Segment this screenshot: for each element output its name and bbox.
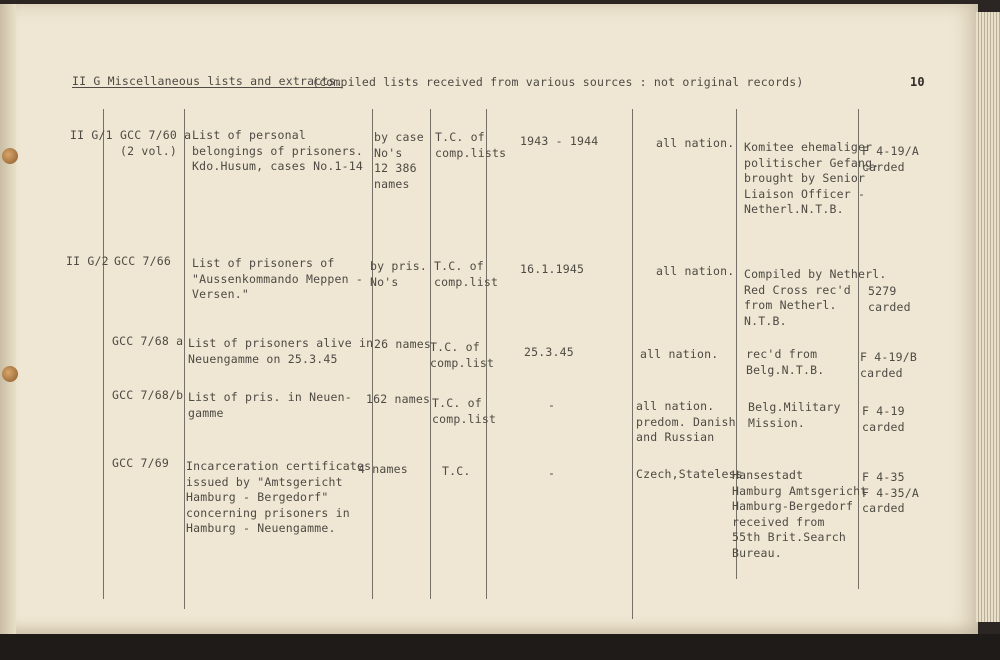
cell-type: T.C. bbox=[442, 464, 471, 478]
cell-nationality: Czech,Stateless bbox=[636, 467, 743, 481]
cell-extent: 162 names bbox=[366, 392, 431, 406]
binding-edge bbox=[0, 4, 16, 634]
cell-source: Compiled by Netherl. Red Cross rec'd from Netherl. N.T.B. bbox=[744, 267, 887, 328]
cell-section: II G/1 bbox=[70, 128, 113, 142]
cell-source: Hansestadt Hamburg Amtsgericht Hamburg-Bergedorf received from 55th Brit.Search Bureau. bbox=[732, 468, 868, 560]
section-subtitle: (compiled lists received from various sources : not original records) bbox=[312, 75, 804, 89]
ledger-page bbox=[10, 4, 978, 634]
cell-description: List of prisoners of "Aussenkommando Meppen - Versen." bbox=[192, 256, 363, 301]
column-divider bbox=[632, 109, 633, 619]
page-stack-edge bbox=[976, 12, 1000, 622]
cell-nationality: all nation. bbox=[656, 264, 735, 278]
cell-type: T.C. of comp.lists bbox=[435, 130, 507, 160]
binder-ring bbox=[2, 366, 18, 382]
cell-extent: 26 names bbox=[374, 337, 431, 351]
cell-description: Incarceration certificates issued by "Amtsgericht Hamburg - Bergedorf" concerning prisoners in Hamburg - Neuengamme. bbox=[186, 459, 372, 535]
cell-nationality: all nation. bbox=[656, 136, 735, 150]
cell-description: List of personal belongings of prisoners. Kdo.Husum, cases No.1-14 bbox=[192, 128, 363, 173]
cell-remarks: F 4-35 F 4-35/A carded bbox=[862, 470, 919, 515]
cell-section: II G/2 bbox=[66, 254, 109, 268]
cell-dates: - bbox=[548, 466, 556, 480]
cell-dates: 16.1.1945 bbox=[520, 262, 585, 276]
cell-remarks: F 4-19 carded bbox=[862, 404, 905, 434]
cell-nationality: all nation. bbox=[640, 347, 719, 361]
cell-remarks: F 4-19/A carded bbox=[862, 144, 919, 174]
cell-remarks: F 4-19/B carded bbox=[860, 350, 917, 380]
cell-dates: 1943 - 1944 bbox=[520, 134, 599, 148]
cell-source: Komitee ehemaliger politischer Gefang. brought by Senior Liaison Officer - Netherl.N.T.B. bbox=[744, 140, 880, 216]
cell-source: Belg.Military Mission. bbox=[748, 400, 841, 430]
page-number: 10 bbox=[910, 75, 925, 89]
cell-description: List of prisoners alive in Neuengamme on 25.3.45 bbox=[188, 336, 374, 366]
binder-ring bbox=[2, 148, 18, 164]
cell-description: List of pris. in Neuen- gamme bbox=[188, 390, 352, 420]
desk-background bbox=[0, 634, 1000, 660]
cell-nationality: all nation. predom. Danish and Russian bbox=[636, 399, 736, 444]
cell-extent: by pris. No's bbox=[370, 259, 427, 289]
cell-reference: GCC 7/68 a bbox=[112, 334, 184, 348]
column-divider bbox=[184, 109, 185, 609]
cell-remarks: 5279 carded bbox=[868, 284, 911, 314]
cell-reference: GCC 7/69 bbox=[112, 456, 169, 470]
cell-extent: by case No's 12 386 names bbox=[374, 130, 424, 191]
cell-type: T.C. of comp.list bbox=[432, 396, 497, 426]
cell-reference: GCC 7/68/b bbox=[112, 388, 184, 402]
cell-reference: GCC 7/60 a (2 vol.) bbox=[120, 128, 192, 158]
cell-type: T.C. of comp.list bbox=[430, 340, 495, 370]
cell-dates: 25.3.45 bbox=[524, 345, 574, 359]
cell-dates: - bbox=[548, 398, 556, 412]
cell-source: rec'd from Belg.N.T.B. bbox=[746, 347, 825, 377]
cell-reference: GCC 7/66 bbox=[114, 254, 171, 268]
section-title: II G Miscellaneous lists and extracts. bbox=[72, 74, 343, 88]
cell-extent: 4 names bbox=[358, 462, 408, 476]
column-divider bbox=[103, 109, 104, 599]
cell-type: T.C. of comp.list bbox=[434, 259, 499, 289]
